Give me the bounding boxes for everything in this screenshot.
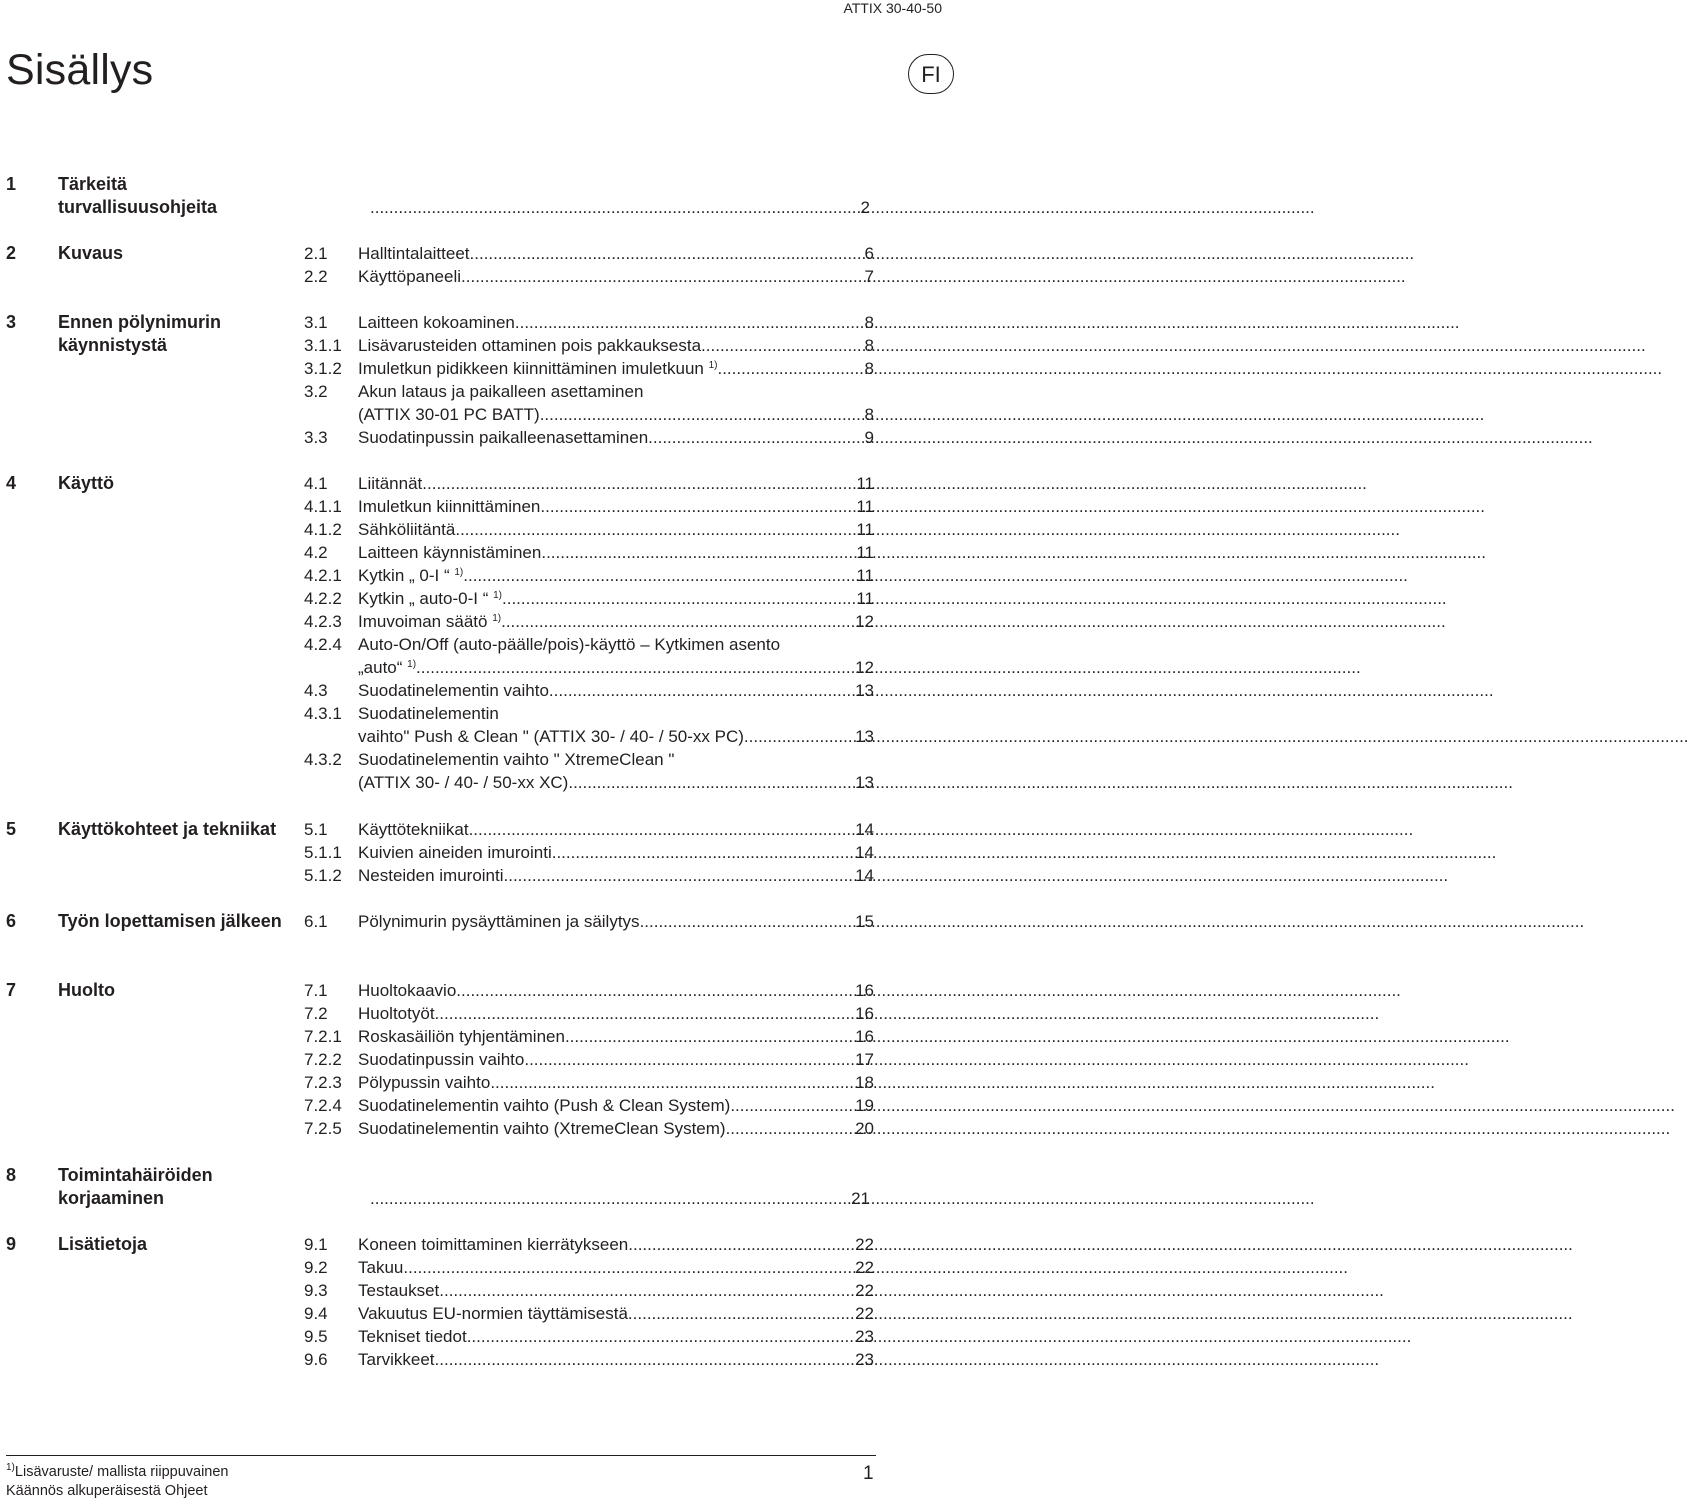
entry-number: 4.2 xyxy=(304,543,328,562)
toc-entry[interactable] xyxy=(304,564,874,587)
toc-entry[interactable] xyxy=(304,1325,874,1348)
entry-title-text: Vakuutus EU-normien täyttämisestä xyxy=(358,1304,628,1323)
toc-entry[interactable] xyxy=(304,656,874,679)
dot-leader xyxy=(568,771,854,794)
entry-title xyxy=(358,1348,435,1371)
entry-page-number: 8 xyxy=(864,336,874,355)
entry-title-text: Huoltotyöt xyxy=(358,1004,435,1023)
entry-title xyxy=(358,610,501,633)
entry-title xyxy=(358,403,540,426)
entry-number: 5.1 xyxy=(304,820,328,839)
entry-page-number: 12 xyxy=(855,658,874,677)
dot-leader xyxy=(469,818,855,841)
entry-title xyxy=(358,633,780,656)
section-title[interactable]: Kuvaus xyxy=(58,243,124,263)
toc-entry[interactable] xyxy=(370,1187,870,1210)
footnote-reference: 1) xyxy=(492,613,502,624)
section-entries xyxy=(370,196,870,219)
entry-title-text: Kytkin „ 0-I “ xyxy=(358,566,455,585)
dot-leader xyxy=(541,541,855,564)
language-badge: FI xyxy=(908,54,954,94)
entry-number: 9.6 xyxy=(304,1350,328,1369)
dot-leader xyxy=(648,426,863,449)
entry-title xyxy=(358,702,499,725)
entry-title xyxy=(358,1325,467,1348)
entry-page-number: 23 xyxy=(855,1350,874,1369)
entry-title xyxy=(358,242,470,265)
footnote-reference: 1) xyxy=(407,659,417,670)
footnote xyxy=(6,1463,228,1501)
entry-title-text: Testaukset xyxy=(358,1281,440,1300)
entry-title xyxy=(358,472,422,495)
entry-title xyxy=(358,1048,524,1071)
section-number: 3 xyxy=(6,312,17,332)
dot-leader xyxy=(726,1117,855,1140)
entry-title xyxy=(358,1117,726,1140)
toc-entry[interactable] xyxy=(304,1025,874,1048)
entry-number: 7.2.1 xyxy=(304,1027,342,1046)
entry-page-number: 11 xyxy=(856,520,874,539)
dot-leader xyxy=(403,1256,854,1279)
toc-entry[interactable] xyxy=(304,1117,874,1140)
dot-leader xyxy=(456,979,854,1002)
toc-entry[interactable] xyxy=(304,1094,874,1117)
toc-entry xyxy=(304,633,874,656)
dot-leader xyxy=(470,242,864,265)
toc-entry[interactable] xyxy=(304,1348,874,1371)
entry-title xyxy=(358,1233,628,1256)
entry-page-number: 6 xyxy=(864,244,874,263)
entry-number: 6.1 xyxy=(304,912,328,931)
entry-number: 3.3 xyxy=(304,428,328,447)
entry-page-number: 12 xyxy=(855,612,874,631)
entry-title xyxy=(358,818,469,841)
dot-leader xyxy=(502,587,855,610)
entry-number: 7.2.4 xyxy=(304,1096,342,1115)
section-entries xyxy=(304,1233,874,1371)
footnote-reference: 1) xyxy=(454,567,464,578)
entry-title xyxy=(358,334,701,357)
entry-page-number: 13 xyxy=(855,727,874,746)
entry-title-text: Halltintalaitteet xyxy=(358,244,470,263)
entry-title xyxy=(358,587,502,610)
toc-entry xyxy=(304,748,874,771)
entry-title-text: Imuletkun kiinnittäminen xyxy=(358,497,541,516)
entry-number: 4.2.1 xyxy=(304,566,342,585)
entry-title-text: Suodatinelementin vaihto (Push & Clean System) xyxy=(358,1096,731,1115)
entry-title-text: Suodatinelementin vaihto (XtremeClean System) xyxy=(358,1119,726,1138)
section-title[interactable]: Toimintahäiröiden korjaaminen xyxy=(58,1165,213,1208)
entry-page-number: 22 xyxy=(855,1281,874,1300)
entry-title-text: Käyttöpaneeli xyxy=(358,267,462,286)
entry-title xyxy=(358,1256,403,1279)
dot-leader xyxy=(524,1048,854,1071)
entry-page-number: 23 xyxy=(855,1327,874,1346)
entry-page-number: 22 xyxy=(855,1304,874,1323)
dot-leader xyxy=(490,1071,854,1094)
dot-leader xyxy=(422,472,855,495)
section-entries xyxy=(370,1187,870,1210)
dot-leader xyxy=(540,403,864,426)
section-title[interactable]: Työn lopettamisen jälkeen xyxy=(58,911,282,931)
entry-title-text: Tarvikkeet xyxy=(358,1350,435,1369)
entry-number: 7.2.3 xyxy=(304,1073,342,1092)
toc-entry[interactable] xyxy=(304,587,874,610)
entry-page-number: 11 xyxy=(856,497,874,516)
entry-number: 4.3.1 xyxy=(304,704,342,723)
entry-title-text: „auto“ xyxy=(358,658,408,677)
entry-title xyxy=(358,748,674,771)
entry-title-text: Pölynimurin pysäyttäminen ja säilytys xyxy=(358,912,640,931)
section-title[interactable]: Käyttö xyxy=(58,473,115,493)
entry-title-text: Imuletkun pidikkeen kiinnittäminen imuletkuun xyxy=(358,359,709,378)
entry-number: 4.1.1 xyxy=(304,497,342,516)
section-entries xyxy=(304,242,874,288)
entry-title-text: Suodatinpussin vaihto xyxy=(358,1050,525,1069)
entry-number: 3.1.1 xyxy=(304,336,342,355)
toc-entry xyxy=(304,380,874,403)
entry-page-number: 16 xyxy=(855,1004,874,1023)
toc-entry[interactable] xyxy=(304,1233,874,1256)
entry-number: 4.2.4 xyxy=(304,635,342,654)
dot-leader xyxy=(416,656,854,679)
entry-number: 7.2 xyxy=(304,1004,328,1023)
entry-number: 9.1 xyxy=(304,1235,328,1254)
entry-number: 3.1 xyxy=(304,313,328,332)
entry-title-text: Huoltokaavio xyxy=(358,981,457,1000)
entry-title-text: Tekniset tiedot xyxy=(358,1327,467,1346)
entry-title-text: Suodatinelementin vaihto " XtremeClean " xyxy=(358,750,675,769)
entry-number: 7.1 xyxy=(304,981,328,1000)
entry-number: 5.1.2 xyxy=(304,866,342,885)
entry-page-number: 17 xyxy=(855,1050,874,1069)
entry-title-text: Pölypussin vaihto xyxy=(358,1073,491,1092)
entry-number: 2.1 xyxy=(304,244,328,263)
entry-page-number: 22 xyxy=(855,1258,874,1277)
entry-page-number: 8 xyxy=(864,359,874,378)
entry-page-number: 16 xyxy=(855,981,874,1000)
entry-page-number: 16 xyxy=(855,1027,874,1046)
dot-leader xyxy=(463,564,855,587)
entry-title xyxy=(358,1302,628,1325)
entry-page-number: 8 xyxy=(864,313,874,332)
dot-leader xyxy=(640,910,855,933)
entry-title xyxy=(358,541,541,564)
entry-page-number: 11 xyxy=(856,589,874,608)
dot-leader xyxy=(549,679,854,702)
entry-number: 4.3 xyxy=(304,681,328,700)
section-number: 6 xyxy=(6,911,17,931)
entry-number: 5.1.1 xyxy=(304,843,342,862)
toc-entry[interactable] xyxy=(304,841,874,864)
entry-title xyxy=(358,265,461,288)
toc-entry[interactable] xyxy=(304,541,874,564)
entry-title xyxy=(358,1025,565,1048)
entry-title xyxy=(358,1071,490,1094)
dot-leader xyxy=(504,864,855,887)
entry-page-number: 14 xyxy=(855,820,874,839)
section-title[interactable]: Tärkeitä turvallisuusohjeita xyxy=(58,174,218,217)
entry-title-text: Lisävarusteiden ottaminen pois pakkauksesta xyxy=(358,336,702,355)
toc-entry[interactable] xyxy=(304,1048,874,1071)
dot-leader xyxy=(515,311,864,334)
entry-number: 3.1.2 xyxy=(304,359,342,378)
entry-title xyxy=(358,1279,439,1302)
toc-entry[interactable] xyxy=(304,910,874,933)
dot-leader xyxy=(461,265,864,288)
entry-title-text: Akun lataus ja paikalleen asettaminen xyxy=(358,382,644,401)
entry-page-number: 8 xyxy=(864,405,874,424)
entry-number: 7.2.2 xyxy=(304,1050,342,1069)
dot-leader xyxy=(435,1348,855,1371)
dot-leader xyxy=(701,334,863,357)
toc-entry[interactable] xyxy=(304,334,874,357)
entry-page-number: 11 xyxy=(856,474,874,493)
dot-leader xyxy=(717,357,863,380)
entry-title-text: Koneen toimittaminen kierrätykseen xyxy=(358,1235,629,1254)
footnote-reference: 1) xyxy=(493,590,503,601)
entry-title-text: Laitteen kokoaminen xyxy=(358,313,515,332)
toc-entry[interactable] xyxy=(304,518,874,541)
entry-number: 4.2.3 xyxy=(304,612,342,631)
toc-entry[interactable] xyxy=(304,1279,874,1302)
entry-title-text: Nesteiden imurointi xyxy=(358,866,504,885)
entry-page-number: 13 xyxy=(855,681,874,700)
entry-title xyxy=(358,656,416,679)
entry-title-text: Suodatinpussin paikalleenasettaminen xyxy=(358,428,649,447)
dot-leader xyxy=(501,610,854,633)
dot-leader xyxy=(744,725,854,748)
footer-divider xyxy=(6,1455,876,1456)
entry-title xyxy=(358,979,456,1002)
entry-number: 9.4 xyxy=(304,1304,328,1323)
toc-entry[interactable] xyxy=(304,1071,874,1094)
section-number: 7 xyxy=(6,980,17,1000)
section-number: 2 xyxy=(6,243,17,263)
section-entries xyxy=(304,910,874,933)
footnote-mark: 1) xyxy=(6,1462,15,1473)
section-title[interactable]: Käyttökohteet ja tekniikat xyxy=(58,819,277,839)
entry-number: 9.3 xyxy=(304,1281,328,1300)
entry-page-number: 18 xyxy=(855,1073,874,1092)
section-number: 1 xyxy=(6,174,17,194)
entry-title xyxy=(358,1094,730,1117)
page-number: 1 xyxy=(863,1463,874,1484)
toc-entry[interactable] xyxy=(304,403,874,426)
toc-entry[interactable] xyxy=(304,1256,874,1279)
section-number: 5 xyxy=(6,819,17,839)
entry-title xyxy=(358,518,455,541)
dot-leader xyxy=(370,196,860,219)
entry-title xyxy=(358,311,515,334)
entry-title xyxy=(358,380,643,403)
entry-title-text: Liitännät xyxy=(358,474,423,493)
entry-title xyxy=(358,426,648,449)
entry-title-text: Auto-On/Off (auto-päälle/pois)-käyttö – Kytkimen asento xyxy=(358,635,781,654)
entry-title-text: Suodatinelementin vaihto xyxy=(358,681,549,700)
entry-title xyxy=(358,864,504,887)
entry-number: 7.2.5 xyxy=(304,1119,342,1138)
entry-page-number: 21 xyxy=(851,1189,870,1208)
entry-number: 2.2 xyxy=(304,267,328,286)
entry-title xyxy=(358,910,640,933)
dot-leader xyxy=(552,841,854,864)
toc-entry[interactable] xyxy=(304,495,874,518)
entry-page-number: 11 xyxy=(856,566,874,585)
entry-title xyxy=(358,771,568,794)
entry-number: 9.2 xyxy=(304,1258,328,1277)
toc-entry[interactable] xyxy=(304,725,874,748)
entry-title-text: Roskasäiliön tyhjentäminen xyxy=(358,1027,565,1046)
entry-title-text: Suodatinelementin xyxy=(358,704,499,723)
section-entries xyxy=(304,472,874,794)
entry-page-number: 9 xyxy=(864,428,874,447)
entry-title-text: Kuivien aineiden imurointi xyxy=(358,843,552,862)
entry-title xyxy=(358,495,540,518)
dot-leader xyxy=(628,1302,854,1325)
page-title: Sisällys xyxy=(6,46,154,94)
entry-title xyxy=(358,1002,435,1025)
entry-title-text: Takuu xyxy=(358,1258,404,1277)
entry-page-number: 14 xyxy=(855,866,874,885)
entry-number: 4.2.2 xyxy=(304,589,342,608)
toc-entry[interactable] xyxy=(304,311,874,334)
entry-title-text: Sähköliitäntä xyxy=(358,520,456,539)
toc-entry[interactable] xyxy=(304,265,874,288)
entry-number: 9.5 xyxy=(304,1327,328,1346)
section-entries xyxy=(304,311,874,449)
toc-entry[interactable] xyxy=(304,472,874,495)
dot-leader xyxy=(370,1187,850,1210)
entry-number: 3.2 xyxy=(304,382,328,401)
dot-leader xyxy=(730,1094,854,1117)
dot-leader xyxy=(628,1233,854,1256)
dot-leader xyxy=(540,495,855,518)
entry-title xyxy=(358,841,552,864)
dot-leader xyxy=(565,1025,854,1048)
entry-page-number: 13 xyxy=(855,773,874,792)
section-number: 8 xyxy=(6,1165,17,1185)
entry-page-number: 20 xyxy=(855,1119,874,1138)
entry-title xyxy=(358,679,549,702)
section-number: 4 xyxy=(6,473,17,493)
footnote-reference: 1) xyxy=(708,360,718,371)
section-entries xyxy=(304,818,874,887)
toc-entry[interactable] xyxy=(304,679,874,702)
section-title[interactable]: Ennen pölynimurin käynnistystä xyxy=(58,312,222,355)
section-title[interactable]: Lisätietoja xyxy=(58,1234,148,1254)
footnote-line-1: Lisävaruste/ mallista riippuvainen xyxy=(14,1464,229,1480)
dot-leader xyxy=(435,1002,855,1025)
entry-title-text: Kytkin „ auto-0-I “ xyxy=(358,589,494,608)
entry-number: 4.1.2 xyxy=(304,520,342,539)
section-entries xyxy=(304,979,874,1140)
document-model-header: ATTIX 30-40-50 xyxy=(843,0,942,16)
entry-page-number: 22 xyxy=(855,1235,874,1254)
entry-title-text: Imuvoiman säätö xyxy=(358,612,493,631)
entry-title-text: Käyttötekniikat xyxy=(358,820,469,839)
toc-entry[interactable] xyxy=(304,426,874,449)
entry-page-number: 11 xyxy=(856,543,874,562)
entry-page-number: 19 xyxy=(855,1096,874,1115)
toc-entry[interactable] xyxy=(304,610,874,633)
entry-title-text: vaihto" Push & Clean " (ATTIX 30- / 40- / 50-xx PC) xyxy=(358,727,744,746)
entry-title-text: Laitteen käynnistäminen xyxy=(358,543,542,562)
toc-entry[interactable] xyxy=(370,196,870,219)
entry-page-number: 7 xyxy=(864,267,874,286)
entry-page-number: 2 xyxy=(860,198,870,217)
entry-number: 4.3.2 xyxy=(304,750,342,769)
entry-number: 4.1 xyxy=(304,474,328,493)
entry-page-number: 14 xyxy=(855,843,874,862)
dot-leader xyxy=(467,1325,854,1348)
toc-entry[interactable] xyxy=(304,864,874,887)
section-title[interactable]: Huolto xyxy=(58,980,115,1000)
entry-title xyxy=(358,357,717,380)
entry-title-text: (ATTIX 30- / 40- / 50-xx XC) xyxy=(358,773,569,792)
section-number: 9 xyxy=(6,1234,17,1254)
toc-entry[interactable] xyxy=(304,818,874,841)
footnote-line-2: Käännös alkuperäisestä Ohjeet xyxy=(6,1483,208,1499)
toc-entry[interactable] xyxy=(304,357,874,380)
toc-entry[interactable] xyxy=(304,1002,874,1025)
entry-page-number: 15 xyxy=(855,912,874,931)
toc-entry[interactable] xyxy=(304,1302,874,1325)
entry-title xyxy=(358,725,744,748)
toc-entry[interactable] xyxy=(304,771,874,794)
dot-leader xyxy=(455,518,855,541)
toc-entry xyxy=(304,702,874,725)
entry-title xyxy=(358,564,463,587)
toc-entry[interactable] xyxy=(304,979,874,1002)
toc-entry[interactable] xyxy=(304,242,874,265)
entry-title-text: (ATTIX 30-01 PC BATT) xyxy=(358,405,540,424)
dot-leader xyxy=(439,1279,854,1302)
